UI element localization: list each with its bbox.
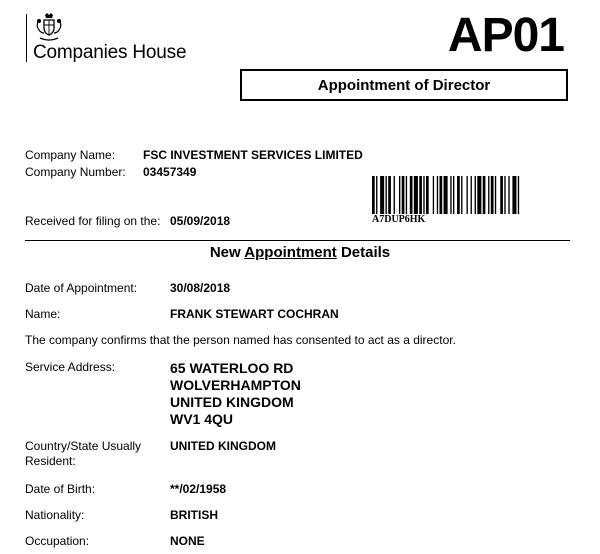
occupation-label: Occupation: bbox=[25, 534, 90, 548]
country-label: Country/State Usually Resident: bbox=[25, 439, 142, 468]
director-name-label: Name: bbox=[25, 307, 61, 321]
barcode-label: A7DUP6HK bbox=[372, 214, 426, 225]
nationality-value: BRITISH bbox=[170, 508, 218, 522]
director-name-value: FRANK STEWART COCHRAN bbox=[170, 307, 339, 321]
address-line: WV1 4QU bbox=[170, 411, 234, 427]
barcode-icon bbox=[372, 176, 568, 214]
service-address-label: Service Address: bbox=[25, 360, 116, 374]
address-line: 65 WATERLOO RD bbox=[170, 360, 294, 376]
company-name-label: Company Name: bbox=[25, 148, 116, 162]
company-number-label: Company Number: bbox=[25, 165, 126, 179]
consent-statement: The company confirms that the person named has consented to act as a director. bbox=[25, 333, 456, 347]
royal-coat-of-arms-icon bbox=[34, 12, 64, 42]
appointment-date-label: Date of Appointment: bbox=[25, 281, 138, 295]
address-line: WOLVERHAMPTON bbox=[170, 377, 301, 393]
logo-divider bbox=[26, 14, 27, 62]
dob-value: **/02/1958 bbox=[170, 482, 227, 496]
service-address bbox=[170, 360, 301, 428]
form-code: AP01 bbox=[447, 9, 564, 62]
dob-label: Date of Birth: bbox=[25, 482, 96, 496]
section-title-suffix: Details bbox=[340, 244, 391, 261]
country-value: UNITED KINGDOM bbox=[170, 439, 276, 453]
address-line: UNITED KINGDOM bbox=[170, 394, 294, 410]
nationality-label: Nationality: bbox=[25, 508, 85, 522]
received-label: Received for filing on the: bbox=[25, 214, 161, 228]
company-name-value: FSC INVESTMENT SERVICES LIMITED bbox=[143, 148, 363, 162]
section-divider bbox=[25, 240, 570, 241]
section-title-prefix: New bbox=[209, 244, 241, 261]
occupation-value: NONE bbox=[170, 534, 205, 548]
section-title bbox=[0, 244, 600, 261]
appointment-date-value: 30/08/2018 bbox=[170, 281, 231, 295]
organisation-name: Companies House bbox=[33, 42, 187, 63]
form-title: Appointment of Director bbox=[240, 69, 568, 101]
section-title-mid: Appointment bbox=[244, 244, 337, 261]
received-date: 05/09/2018 bbox=[170, 214, 231, 228]
company-number-value: 03457349 bbox=[143, 165, 197, 179]
